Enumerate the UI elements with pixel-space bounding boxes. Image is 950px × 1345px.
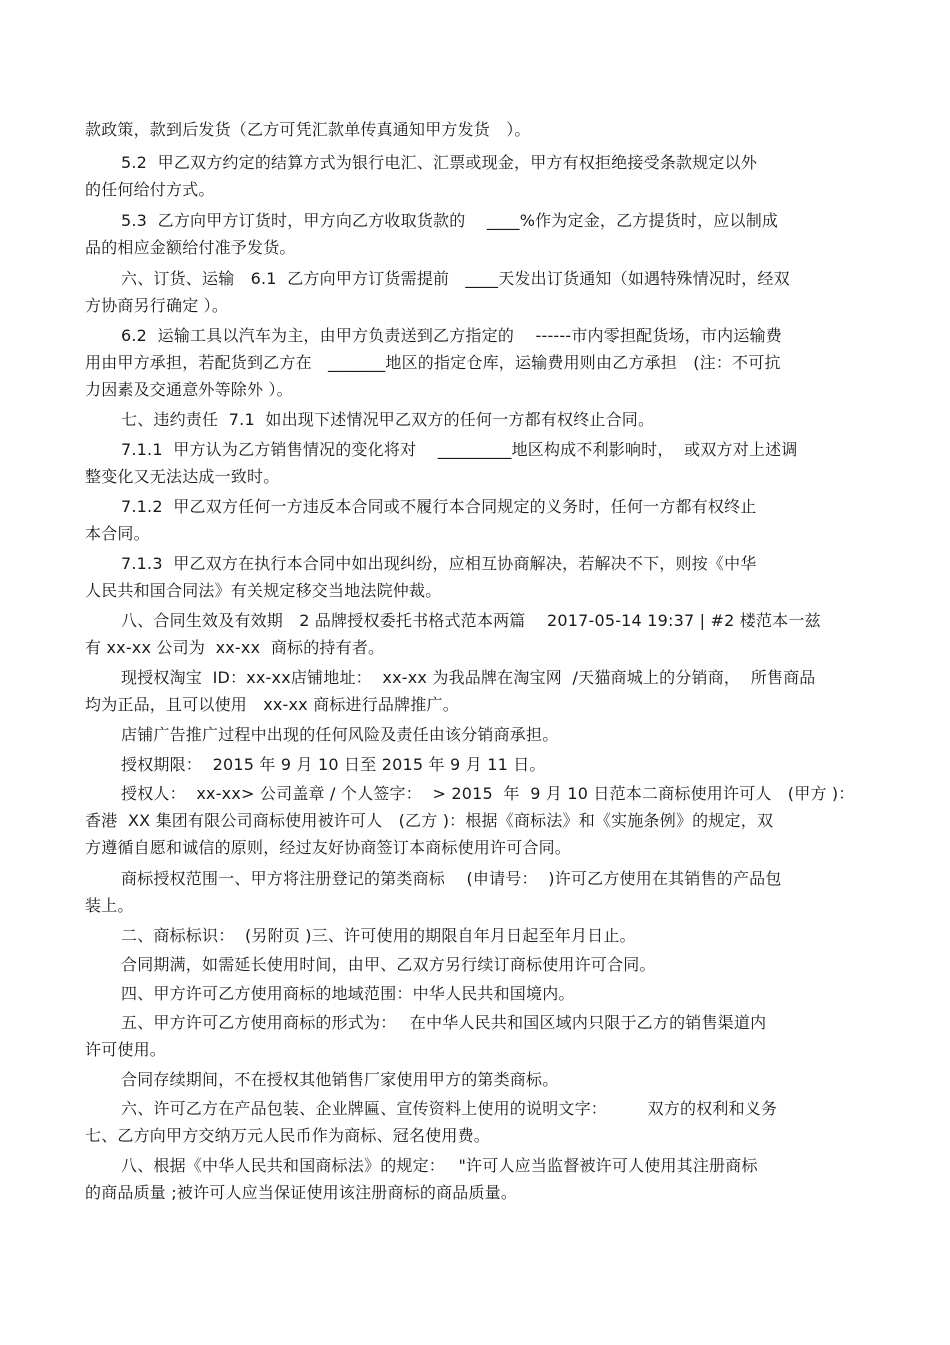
text-line: 有 xx-xx 公司为 xx-xx 商标的持有者。 bbox=[85, 638, 385, 657]
text-line: 六、许可乙方在产品包装、企业牌匾、宣传资料上使用的说明文字： 双方的权利和义务 bbox=[121, 1099, 778, 1118]
text-line: 力因素及交通意外等除外 ）。 bbox=[85, 380, 293, 399]
text-line: 7.1.2 甲乙双方任何一方违反本合同或不履行本合同规定的义务时，任何一方都有权终止 bbox=[121, 497, 757, 516]
text-line: 香港 XX 集团有限公司商标使用被许可人 (乙方 )：根据《商标法》和《实施条例》的规定，双 bbox=[85, 811, 774, 830]
text-line: 6.2 运输工具以汽车为主，由甲方负责送到乙方指定的 ------市内零担配货场，市内运输费 bbox=[121, 326, 782, 345]
text-line: 五、甲方许可乙方使用商标的形式为： 在中华人民共和国区域内只限于乙方的销售渠道内 bbox=[121, 1013, 767, 1032]
text-line: 授权人： xx-xx> 公司盖章 / 个人签字： > 2015 年 9 月 10 日范本二商标使用许可人 (甲方 )： bbox=[121, 784, 855, 803]
text-line: 装上。 bbox=[85, 896, 134, 915]
text-line: 七、违约责任 7.1 如出现下述情况甲乙双方的任何一方都有权终止合同。 bbox=[121, 410, 655, 429]
text-line: 店铺广告推广过程中出现的任何风险及责任由该分销商承担。 bbox=[121, 725, 559, 744]
text-line: 方协商另行确定 ）。 bbox=[85, 296, 229, 315]
text-line: 的商品质量 ;被许可人应当保证使用该注册商标的商品质量。 bbox=[85, 1183, 518, 1202]
text-line: 二、商标标识： (另附页 )三、许可使用的期限自年月日起至年月日止。 bbox=[121, 926, 636, 945]
text-line: 八、合同生效及有效期 2 品牌授权委托书格式范本两篇 2017-05-14 19:37 | #2 楼范本一兹 bbox=[121, 611, 821, 630]
text-line: 四、甲方许可乙方使用商标的地域范围：中华人民共和国境内。 bbox=[121, 984, 575, 1003]
text-line: 商标授权范围一、甲方将注册登记的第类商标 (申请号： )许可乙方使用在其销售的产品包 bbox=[121, 869, 782, 888]
text-line: 现授权淘宝 ID：xx-xx店铺地址： xx-xx 为我品牌在淘宝网 /天猫商城上的分销商， 所售商品 bbox=[121, 668, 816, 687]
text-line: 用由甲方承担，若配货到乙方在 _______地区的指定仓库，运输费用则由乙方承担 (注：不可抗 bbox=[85, 353, 781, 372]
text-line: 六、订货、运输 6.1 乙方向甲方订货需提前 ____天发出订货通知（如遇特殊情况时，经双 bbox=[121, 269, 790, 288]
text-line: 许可使用。 bbox=[85, 1040, 167, 1059]
text-line: 人民共和国合同法》有关规定移交当地法院仲裁。 bbox=[85, 581, 442, 600]
text-line: 合同期满，如需延长使用时间，由甲、乙双方另行续订商标使用许可合同。 bbox=[121, 955, 656, 974]
text-line: 八、根据《中华人民共和国商标法》的规定： "许可人应当监督被许可人使用其注册商标 bbox=[121, 1156, 758, 1175]
text-line: 本合同。 bbox=[85, 524, 150, 543]
text-line: 方遵循自愿和诚信的原则，经过友好协商签订本商标使用许可合同。 bbox=[85, 838, 572, 857]
text-line: 品的相应金额给付准予发货。 bbox=[85, 238, 296, 257]
text-line: 的任何给付方式。 bbox=[85, 180, 215, 199]
text-line: 7.1.1 甲方认为乙方销售情况的变化将对 _________地区构成不利影响时， 或双方对上述调 bbox=[121, 440, 798, 459]
text-line: 5.2 甲乙双方约定的结算方式为银行电汇、汇票或现金，甲方有权拒绝接受条款规定以外 bbox=[121, 153, 758, 172]
text-line: 授权期限： 2015 年 9 月 10 日至 2015 年 9 月 11 日。 bbox=[121, 755, 546, 774]
text-line: 七、乙方向甲方交纳万元人民币作为商标、冠名使用费。 bbox=[85, 1126, 491, 1145]
text-line: 整变化又无法达成一致时。 bbox=[85, 467, 280, 486]
text-line: 5.3 乙方向甲方订货时，甲方向乙方收取货款的 ____%作为定金，乙方提货时，应以制成 bbox=[121, 211, 779, 230]
text-line: 款政策，款到后发货（乙方可凭汇款单传真通知甲方发货 ）。 bbox=[85, 120, 531, 139]
text-line: 合同存续期间，不在授权其他销售厂家使用甲方的第类商标。 bbox=[121, 1070, 559, 1089]
text-line: 7.1.3 甲乙双方在执行本合同中如出现纠纷，应相互协商解决，若解决不下，则按《中华 bbox=[121, 554, 757, 573]
text-line: 均为正品，且可以使用 xx-xx 商标进行品牌推广。 bbox=[85, 695, 459, 714]
